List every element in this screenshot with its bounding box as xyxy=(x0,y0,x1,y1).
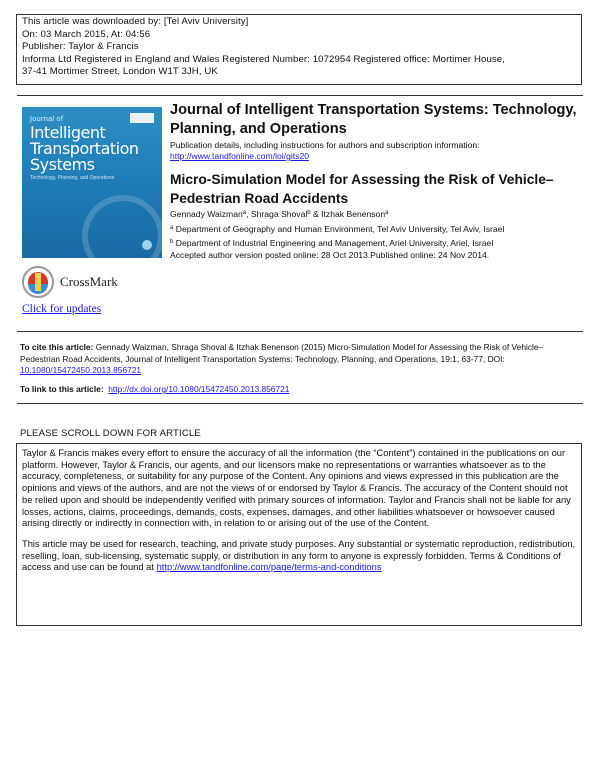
author-affiliation-mark: a xyxy=(242,210,247,216)
affiliation-a xyxy=(170,224,504,236)
author-list xyxy=(170,209,389,221)
author-separator: & xyxy=(310,209,322,219)
cover-word-systems: Systems xyxy=(30,155,95,174)
download-info-box xyxy=(16,14,582,85)
cover-word-intelligent: Intelligent xyxy=(30,123,106,142)
affiliation-mark: b xyxy=(170,239,174,245)
address-line: 37-41 Mortimer Street, London W1T 3JH, UK xyxy=(22,66,218,77)
cover-publisher-logo xyxy=(142,240,152,250)
link-to-article-row xyxy=(20,384,289,396)
cover-word-transportation: Transportation xyxy=(30,139,139,158)
article-title: Micro-Simulation Model for Assessing the Risk of Vehicle–Pedestrian Road Accidents xyxy=(170,172,554,206)
cover-volume-tag xyxy=(130,113,154,123)
cite-text: Gennady Waizman, Shraga Shoval & Itzhak Benenson (2015) Micro-Simulation Model for Assessing the Risk of Vehicle–Pedestrian Road Accidents, Journal of Intelligent Transportation Systems: Technology, Planning, and Operations, 19:1, 63-77, DOI: xyxy=(20,342,544,364)
publication-dates: Accepted author version posted online: 28 Oct 2013.Published online: 24 Nov 2014. xyxy=(170,250,490,260)
disclaimer-box xyxy=(16,443,582,626)
author-affiliation-mark: a xyxy=(385,210,389,216)
affiliation-text: Department of Geography and Human Environment, Tel Aviv University, Tel Aviv, Israel xyxy=(175,224,505,234)
scroll-notice: PLEASE SCROLL DOWN FOR ARTICLE xyxy=(20,428,201,439)
cite-label: To cite this article: xyxy=(20,342,94,352)
citation-block xyxy=(20,342,580,377)
affiliation-text: Department of Industrial Engineering and Management, Ariel University, Ariel, Israel xyxy=(175,238,494,248)
click-for-updates-link[interactable]: Click for updates xyxy=(22,303,102,315)
author-affiliation-mark: b xyxy=(307,210,311,216)
registration-line: Informa Ltd Registered in England and Wales Registered Number: 1072954 Registered office: Mortimer House, xyxy=(22,53,505,65)
cover-journal-of: Journal of xyxy=(30,115,64,123)
affiliation-b xyxy=(170,238,493,250)
citation-bottom-divider xyxy=(17,403,583,404)
top-divider xyxy=(17,95,583,96)
author-name: Shraga Shoval xyxy=(250,209,308,219)
disclaimer-paragraph: Taylor & Francis makes every effort to ensure the accuracy of all the information (the “Content”) contained in the publications on our platform. However, Taylor & Francis, our agents, and our licensors make no representations or warranties whatsoever as to the accuracy, completeness, or suitability for any purpose of the Content. Any opinions and views expressed in this publication are the opinions and views of the authors, and are not the views of or endorsed by Taylor & Francis. The accuracy of the Content should not be relied upon and should be independently verified with primary sources of information. Taylor and Francis shall not be liable for any losses, actions, claims, proceedings, demands, costs, expenses, damages, and other liabilities whatsoever or howsoever caused arising directly or indirectly in connection with, in relation to or arising out of the use of the Content. xyxy=(22,448,571,529)
publication-details: Publication details, including instructions for authors and subscription information: xyxy=(170,140,480,150)
affiliation-mark: a xyxy=(170,225,174,231)
crossmark-badge[interactable] xyxy=(22,264,122,300)
crossmark-label: CrossMark xyxy=(60,274,118,289)
doi-link[interactable]: 10.1080/15472450.2013.856721 xyxy=(20,365,142,376)
crossmark-icon xyxy=(22,266,54,298)
download-date-line: On: 03 March 2015, At: 04:56 xyxy=(22,28,151,40)
terms-conditions-link[interactable]: http://www.tandfonline.com/page/terms-and-conditions xyxy=(156,562,382,573)
author-name: Gennady Waizman xyxy=(170,209,243,219)
downloaded-by-line: This article was downloaded by: [Tel Aviv University] xyxy=(22,16,249,27)
author-name: Itzhak Benenson xyxy=(321,209,386,219)
link-label: To link to this article: xyxy=(20,384,104,394)
citation-top-divider xyxy=(17,331,583,332)
publisher-line: Publisher: Taylor & Francis xyxy=(22,41,139,52)
journal-url-link[interactable]: http://www.tandfonline.com/loi/gits20 xyxy=(170,151,310,161)
terms-text: This article may be used for research, teaching, and private study purposes. Any substantial or systematic reproduction, redistribution, reselling, loan, sub-licensing, systematic supply, or distribution in any form to anyone is expressly forbidden. Terms & Conditions of access and use can be found at xyxy=(22,538,576,573)
journal-cover-image xyxy=(22,107,162,258)
terms-paragraph xyxy=(22,539,576,574)
article-doi-url-link[interactable]: http://dx.doi.org/10.1080/15472450.2013.856721 xyxy=(108,384,290,394)
author-separator: , xyxy=(246,209,251,219)
cover-subtitle: Technology, Planning, and Operations xyxy=(30,175,115,181)
journal-title: Journal of Intelligent Transportation Systems: Technology, Planning, and Operations xyxy=(170,102,577,137)
